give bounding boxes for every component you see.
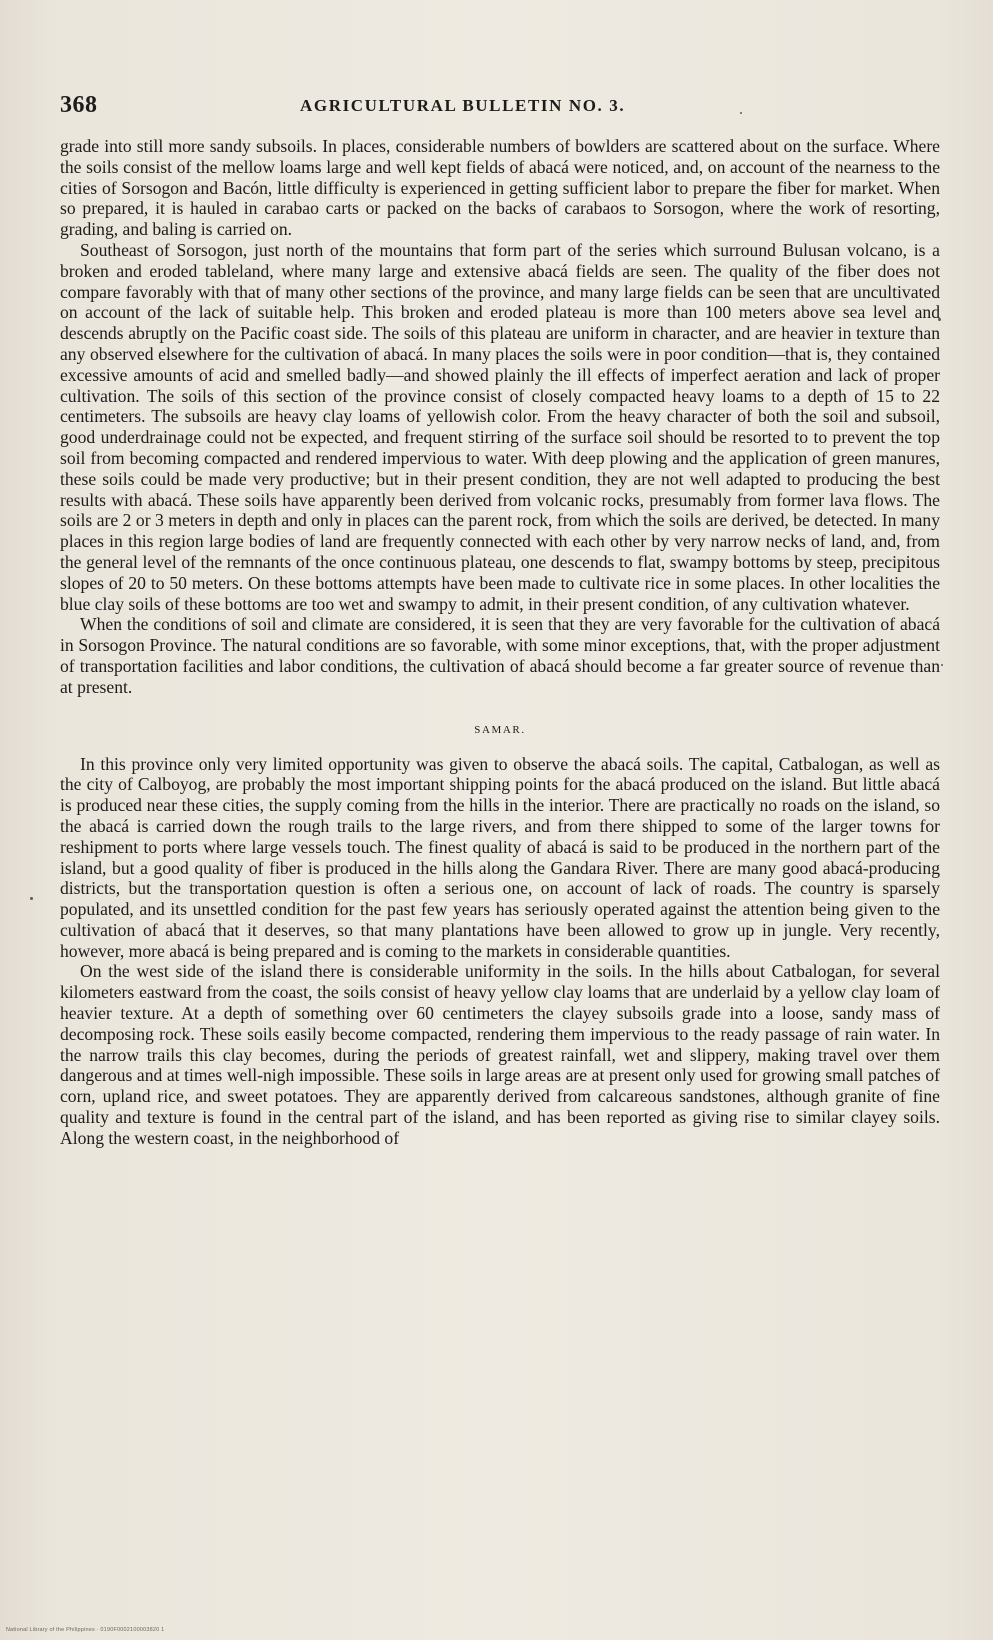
section-heading: SAMAR.	[474, 723, 526, 736]
paragraph: On the west side of the island there is considerable uniformity in the soils. In the hills about Catbalogan, for several kilometers eastward from the coast, the soils consist of heavy yellow clay loams that are underlaid by a yellow clay loam of heavier texture. At a depth of something over 60 centimeters the clayey subsoils grade into a loose, sandy mass of decomposing rock. These soils easily become compacted, rendering them impervious to the ready passage of rain water. In the narrow trails this clay becomes, during the periods of greatest rainfall, wet and slippery, making travel over them dangerous and at times well-nigh impossible. These soils in large areas are at present only used for growing small patches of corn, upland rice, and sweet potatoes. They are apparently derived from calcareous sandstones, although granite of fine quality and texture is found in the central part of the island, and has been reported as giving rise to similar clayey soils. Along the western coast, in the neighborhood of	[60, 961, 940, 1148]
running-head: AGRICULTURAL BULLETIN NO. 3.	[300, 96, 626, 115]
paragraph: Southeast of Sorsogon, just north of the mountains that form part of the series which surround Bulusan volcano, is a broken and eroded tableland, where many large and extensive abacá fields are seen. The quality of the fiber does not compare favorably with that of many other sections of the province, and many large fields can be seen that are uncultivated on account of the lack of suitable help. This broken and eroded plateau is more than 100 meters above sea level and descends abruptly on the Pacific coast side. The soils of this plateau are uniform in character, and are heavier in texture than any observed elsewhere for the cultivation of abacá. In many places the soils were in poor condition—that is, they contained excessive amounts of acid and smelled badly—and showed plainly the ill effects of imperfect aeration and lack of proper cultivation. The soils of this section of the province consist of closely compacted heavy loams to a depth of 15 to 22 centimeters. The subsoils are heavy clay loams of yellowish color. From the heavy character of both the soil and subsoil, good underdrainage could not be expected, and frequent stirring of the surface soil should be resorted to to prevent the top soil from becoming compacted and rendered impervious to water. With deep plowing and the application of green manures, these soils could be made very productive; but in their present condition, they are not well adapted to producing the best results with abacá. These soils have apparently been derived from volcanic rocks, presumably from former lava flows. The soils are 2 or 3 meters in depth and only in places can the parent rock, from which the soils are derived, be detected. In many places in this region large bodies of land are frequently connected with each other by very narrow necks of land, and, from the general level of the remnants of the once continuous plateau, one descends to flat, swampy bottoms by steep, precipitous slopes of 20 to 50 meters. On these bottoms attempts have been made to cultivate rice in some places. In other localities the blue clay soils of these bottoms are too wet and swampy to admit, in their present condition, of any cultivation whatever.	[60, 239, 940, 614]
page-number: 368	[60, 92, 98, 118]
scan-speck	[941, 664, 943, 666]
paragraph: grade into still more sandy subsoils. In places, considerable numbers of bowlders are scattered about on the surface. Where the soils consist of the mellow loams large and well kept fields of abacá were noticed, and, on account of the nearness to the cities of Sorsogon and Bacón, little difficulty is experienced in getting sufficient labor to prepare the fiber for market. When so prepared, it is hauled in carabao carts or packed on the backs of carabaos to Sorsogon, where the work of resorting, grading, and baling is carried on.	[60, 136, 940, 240]
paragraph: When the conditions of soil and climate are considered, it is seen that they are very favorable for the cultivation of abacá in Sorsogon Province. The natural conditions are so favorable, with some minor exceptions, that, with the proper adjustment of transportation facilities and labor conditions, the cultivation of abacá should become a far greater source of revenue than at present.	[60, 614, 940, 697]
page-header	[60, 92, 940, 126]
scan-speck	[30, 897, 33, 900]
scan-credit: National Library of the Philippines · 0190F0002100003820 1	[6, 1627, 165, 1633]
page-content	[60, 92, 940, 1149]
body-text	[60, 136, 940, 1149]
paragraph: In this province only very limited opportunity was given to observe the abacá soils. The capital, Catbalogan, as well as the city of Calboyog, are probably the most important shipping points for the abacá produced on the island. But little abacá is produced near these cities, the supply coming from the hills in the interior. There are practically no roads on the island, so the abacá is carried down the rough trails to the large rivers, and from there shipped to some of the larger towns for reshipment to ports where large vessels touch. The finest quality of abacá is said to be produced in the northern part of the island, but a good quality of fiber is produced in the hills along the Gandara River. There are many good abacá-producing districts, but the transportation question is often a serious one, on account of lack of roads. The country is sparsely populated, and its unsettled condition for the past few years has seriously operated against the attention being given to the cultivation of abacá that it deserves, so that many plantations have been allowed to grow up in jungle. Very recently, however, more abacá is being prepared and is coming to the markets in considerable quantities.	[60, 753, 940, 961]
